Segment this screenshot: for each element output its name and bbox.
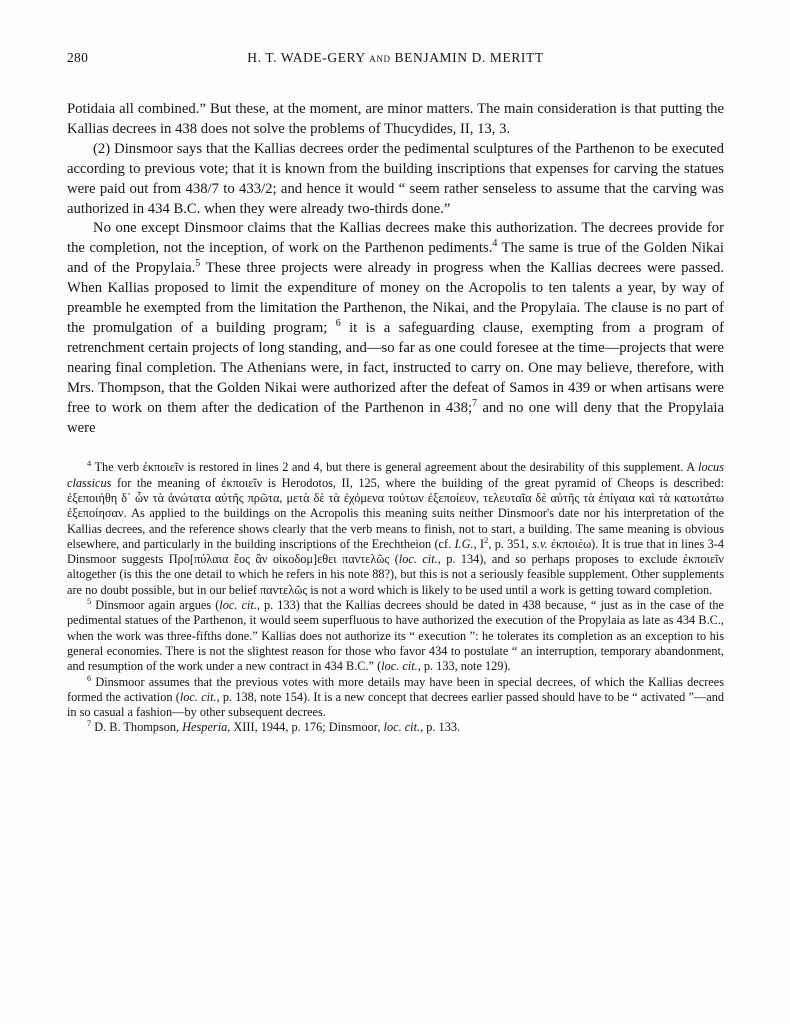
italic-text: s.v. xyxy=(532,536,548,551)
text-run: Dinsmoor again argues ( xyxy=(91,598,220,613)
italic-text: I.G. xyxy=(454,536,474,551)
superscript-note-number: 4 xyxy=(492,238,498,250)
text-run: , p. 138, note 154). It is a new concept that decrees earlier passed should have to be “ activated ”—and in so casual a fashion—by other subsequent decrees. xyxy=(67,689,724,720)
superscript-note-number: 4 xyxy=(87,459,92,469)
text-run: Dinsmoor assumes that the previous votes with more details may have been in special decrees, of which the Kallias decrees formed the activation ( xyxy=(67,674,724,704)
superscript-note-number: 7 xyxy=(472,397,478,409)
running-header xyxy=(67,50,724,66)
text-run: H. T. WADE-GERY xyxy=(247,50,370,65)
italic-text: loc. cit. xyxy=(381,659,418,674)
text-run: , p. 133. xyxy=(420,720,461,735)
italic-text: loc. cit. xyxy=(398,552,438,567)
italic-text: loc. cit. xyxy=(219,598,257,613)
text-run: it is a safeguarding clause, exempting from a program of retrenchment certain projects of long standing, and—so far as one could foresee at the time—projects that were nearing final completion. The Athenians were, in fact, instructed to carry on. One may believe, therefore, with Mrs. Thompson, that the Golden Nikai were authorized after the defeat of Samos in 439 or when artisans were free to work on them after the dedication of the Parthenon in 438; xyxy=(67,319,724,416)
superscript-note-number: 5 xyxy=(87,596,92,606)
text-run: No one except Dinsmoor claims that the Kallias decrees make this authorization. The decrees provide for the completion, not the inception, of work on the Parthenon pediments. xyxy=(67,220,724,257)
footnote-6 xyxy=(67,675,724,721)
text-run: Potidaia all combined.” But these, at the moment, are minor matters. The main consideration is that putting the Kallias decrees in 438 does not solve the problems of Thucydides, II, 13, 3. xyxy=(67,101,724,137)
italic-text: Hesperia xyxy=(182,720,228,735)
text-run: The same is true of the Golden Nikai and of the Propylaia. xyxy=(67,240,724,277)
text-run: , I xyxy=(473,536,485,551)
text-run: for the meaning of ἐκποιεῖν is Herodotos, II, 125, where the building of the great pyramid of Cheops is described: ἐξεποιήθη δ᾽ ὦν τὰ ἀνώτατα αὐτῆς πρῶτα, μετὰ δὲ τὰ ἐχόμενα τούτων ἐξεποίευν, τελευταῖα δὲ αὐτῆς τὰ ἐπίγαια καὶ τὰ κατωτάτω ἐξεποίησαν. As applied to the buildings on the Acropolis this meaning suits neither Dinsmoor's date nor his interpretation of the Kallias decrees, and the reference shows clearly that the verb means to finish, not to start, a building. The same meaning is obvious elsewhere, and particularly in the building inscriptions of the Erechtheion (cf. xyxy=(67,475,724,551)
superscript-note-number: 7 xyxy=(87,719,92,729)
text-run: (2) Dinsmoor says that the Kallias decrees order the pedimental sculptures of the Parthenon to be executed according to previous vote; that it is known from the building inscriptions that expenses for carving the statues were paid out from 438/7 to 433/2; and hence it would “ seem rather senseless to assume that the carving was authorized in 434 B.C. when they were already two-thirds done.” xyxy=(67,140,724,217)
italic-text: loc. cit. xyxy=(383,720,421,735)
text-run: , p. 351, xyxy=(488,536,533,551)
footnote-5 xyxy=(67,598,724,674)
italic-text: locus classicus xyxy=(67,460,724,490)
text-run: , p. 134), and so perhaps proposes to exclude ἐκποιεῖν altogether (is this the one detail to which he refers in his note 88?), but this is not a seriously feasible supplement. Other supplements are no doubt possible, but in our belief παντελῶς is not a word which is likely to be used until a work is getting toward completion. xyxy=(67,552,724,597)
superscript-note-number: 2 xyxy=(484,535,489,545)
article-body xyxy=(67,100,724,438)
text-run: These three projects were already in progress when the Kallias decrees were passed. When Kallias proposed to limit the expenditure of money on the Acropolis to ten talents a year, by way of preamble he exempted from the limitation the Parthenon, the Nikai, and the Propylaia. The clause is no part of the promulgation of a building program; xyxy=(67,260,724,336)
text-run: and no one will deny that the Propylaia were xyxy=(67,399,724,436)
text-run: , XIII, 1944, p. 176; Dinsmoor, xyxy=(227,720,384,735)
text-run: , p. 133, note 129). xyxy=(417,659,511,674)
text-run: D. B. Thompson, xyxy=(91,720,183,735)
italic-text: loc. cit. xyxy=(179,689,217,704)
paragraph-continuation xyxy=(67,100,724,140)
small-caps-text: and xyxy=(369,50,391,65)
paragraph xyxy=(67,140,724,220)
text-run: The verb ἐκποιεῖν is restored in lines 2 and 4, but there is general agreement about the desirability of this supplement. A xyxy=(91,460,699,475)
footnote-4 xyxy=(67,460,724,598)
footnotes-section xyxy=(67,460,724,735)
superscript-note-number: 6 xyxy=(87,673,92,683)
text-run: ἐκποιέω). It is true that in lines 3-4 Dinsmoor suggests Προ[πύλαια ἕος ἂν οἰκοδομ]εθει παντελῶς ( xyxy=(67,536,724,567)
footnote-7 xyxy=(67,720,724,735)
text-run: BENJAMIN D. MERITT xyxy=(390,50,544,65)
page-number: 280 xyxy=(67,50,89,65)
text-run: , p. 133) that the Kallias decrees should be dated in 438 because, “ just as in the case of the pedimental statues of the Parthenon, it would seem superfluous to have authorized the execution of the Propylaia as late as 434 B.C., when the work was three-fifths done.” Kallias does not authorize its “ execution ”: he tolerates its completion as an exception to his general economies. There is not the slightest reason for those who favor 434 to postulate “ an interruption, temporary abandonment, and resumption of the work under a new contract in 434 B.C.” ( xyxy=(67,598,724,674)
superscript-note-number: 6 xyxy=(335,318,341,330)
superscript-note-number: 5 xyxy=(195,258,201,270)
running-header-authors xyxy=(247,50,543,65)
paragraph xyxy=(67,219,724,438)
